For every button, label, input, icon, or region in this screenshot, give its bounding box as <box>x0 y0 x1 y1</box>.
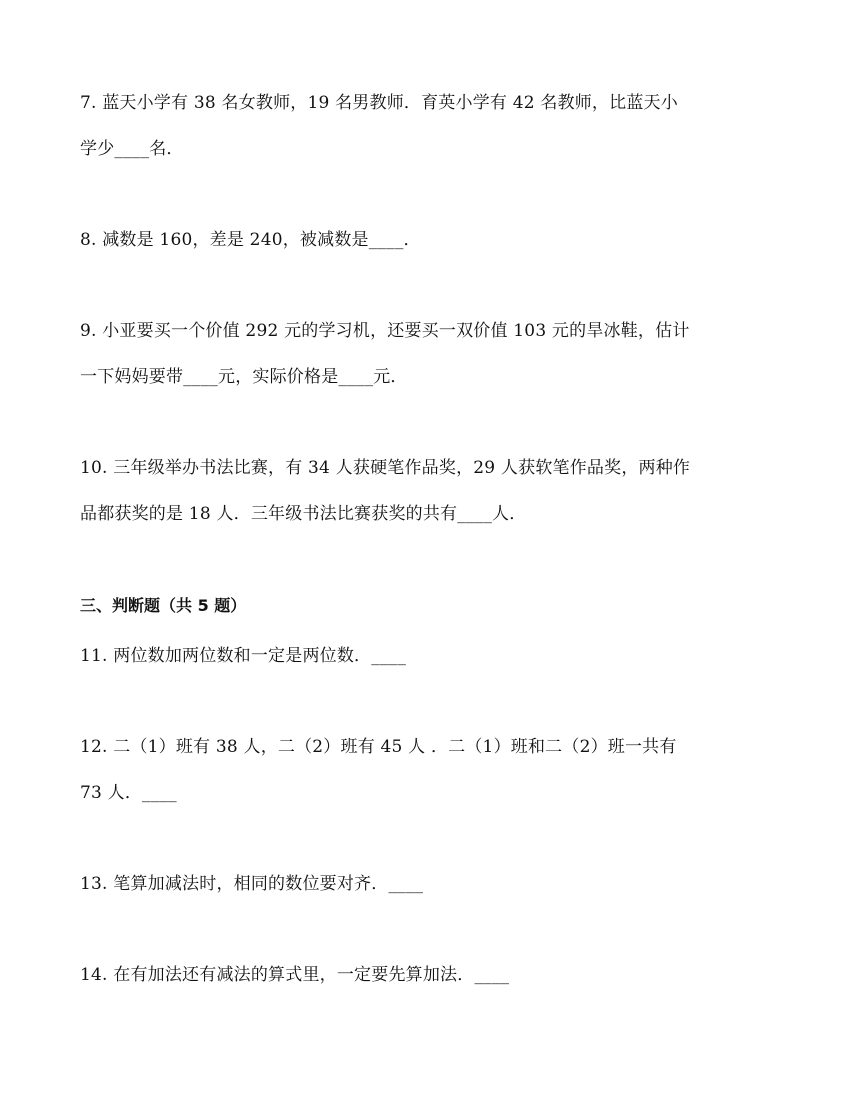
section-heading-judgment: 三、判断题（共 5 题） <box>80 596 247 615</box>
question-12-line-1: 12. 二（1）班有 38 人，二（2）班有 45 人 ．二（1）班和二（2）班一共有 <box>80 737 677 757</box>
question-14-line-1: 14. 在有加法还有减法的算式里，一定要先算加法．____ <box>80 965 510 985</box>
question-9-line-1: 9. 小亚要买一个价值 292 元的学习机，还要买一双价值 103 元的旱冰鞋，估计 <box>80 321 690 341</box>
question-13-line-1: 13. 笔算加减法时，相同的数位要对齐．____ <box>80 874 424 894</box>
question-8-line-1: 8. 减数是 160，差是 240，被减数是____． <box>80 230 421 250</box>
question-12-line-2: 73 人．____ <box>80 783 177 803</box>
question-11-line-1: 11. 两位数加两位数和一定是两位数．____ <box>80 646 407 666</box>
question-10-line-1: 10. 三年级举办书法比赛，有 34 人获硬笔作品奖，29 人获软笔作品奖，两种作 <box>80 458 691 478</box>
question-7-line-1: 7. 蓝天小学有 38 名女教师，19 名男教师．育英小学有 42 名教师，比蓝天小 <box>80 93 678 113</box>
question-7-line-2: 学少____名． <box>80 139 184 159</box>
question-9-line-2: 一下妈妈要带____元，实际价格是____元． <box>80 367 408 387</box>
question-10-line-2: 品都获奖的是 18 人．三年级书法比赛获奖的共有____人． <box>80 504 527 524</box>
